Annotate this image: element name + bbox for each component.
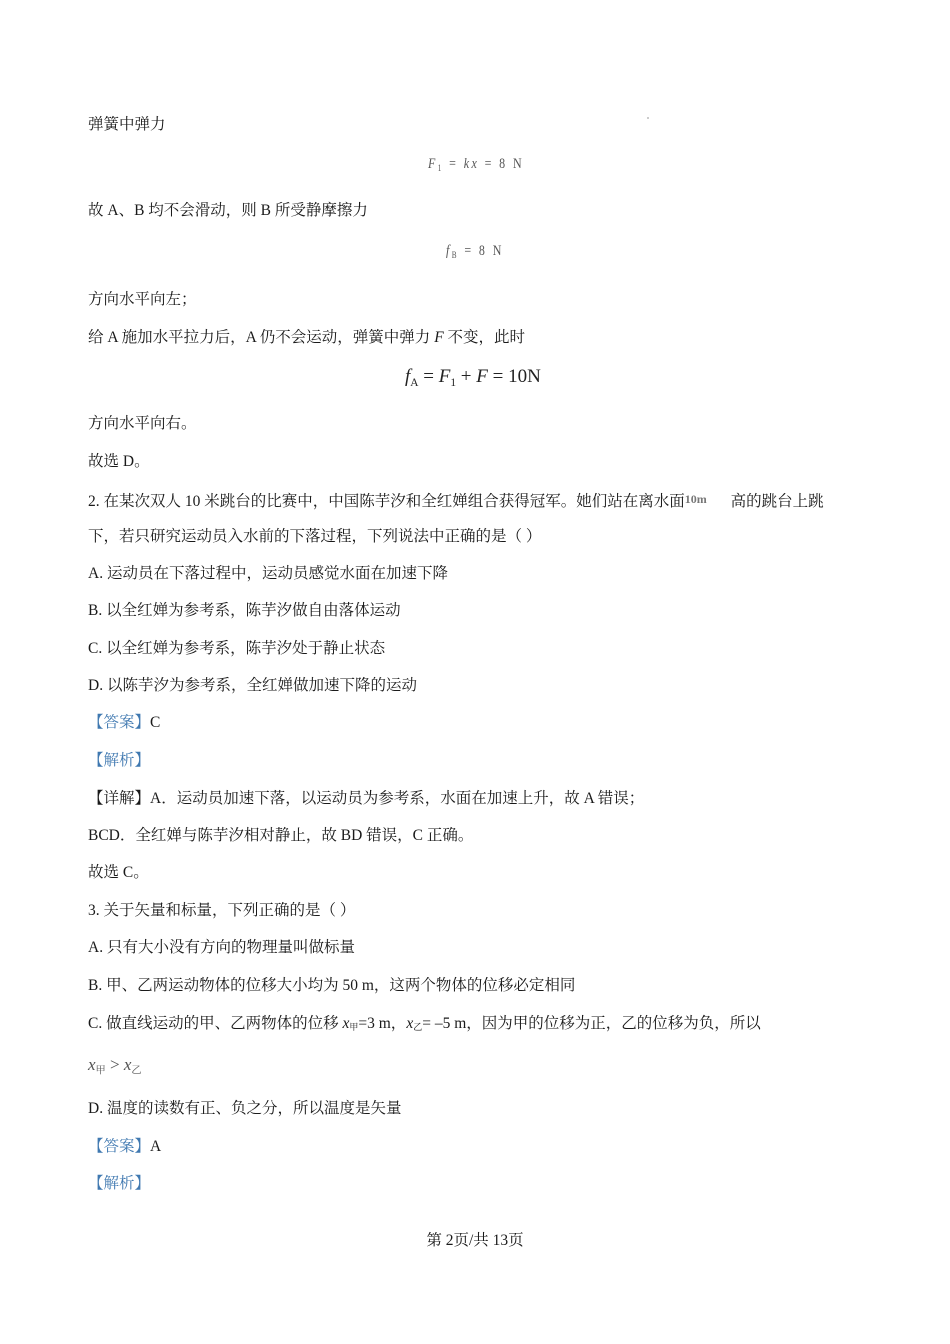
question-2-answer xyxy=(88,713,160,733)
question-2-detail-line2: BCD．全红婵与陈芋汐相对静止，故 BD 错误，C 正确。 xyxy=(88,827,474,844)
paragraph-direction-right: 方向水平向右。 xyxy=(88,415,197,432)
paragraph-spring-force: 弹簧中弹力 xyxy=(88,116,166,133)
question-2-option-d: D. 以陈芋汐为参考系，全红婵做加速下降的运动 xyxy=(88,677,417,694)
question-3-stem: 3. 关于矢量和标量，下列正确的是（ ） xyxy=(88,902,356,919)
question-2-conclusion: 故选 C。 xyxy=(88,864,149,881)
question-2-stem-line2: 下，若只研究运动员入水前的下落过程，下列说法中正确的是（ ） xyxy=(88,528,542,545)
inline-image-10m: 10m xyxy=(684,492,707,506)
answer-value: C xyxy=(150,714,161,731)
question-2-option-a: A. 运动员在下落过程中，运动员感觉水面在加速下降 xyxy=(88,565,448,582)
question-2-option-c: C. 以全红婵为参考系，陈芋汐处于静止状态 xyxy=(88,640,386,657)
equation-fa: $f_A = F_1 + F = 10N$ xyxy=(405,366,541,389)
question-2-detail-line1: 【详解】A．运动员加速下落，以运动员为参考系，水面在加速上升，故 A 错误； xyxy=(88,790,645,807)
question-3-option-c: C. 做直线运动的甲、乙两物体的位移 x甲=3 m，x乙= –5 m，因为甲的位移为正，乙的位移为负，所以 xyxy=(88,1015,761,1032)
equation-fb: $f_B = 8$ N xyxy=(446,243,504,261)
paragraph-direction-left: 方向水平向左； xyxy=(88,291,197,308)
question-2-option-b: B. 以全红婵为参考系，陈芋汐做自由落体运动 xyxy=(88,602,401,619)
answer-value: A xyxy=(150,1138,162,1155)
question-3-option-d: D. 温度的读数有正、负之分，所以温度是矢量 xyxy=(88,1100,402,1117)
detail-label: 【详解】 xyxy=(88,790,151,807)
question-3-option-c-formula: $x_甲 > x_乙$ xyxy=(88,1055,142,1077)
paragraph-no-slide: 故 A、B 均不会滑动，则 B 所受静摩擦力 xyxy=(88,202,368,219)
equation-f1: $F_1$ = kx = 8 N xyxy=(428,156,525,174)
answer-label: 【答案】 xyxy=(88,714,151,731)
paragraph-apply-force: 给 A 施加水平拉力后，A 仍不会运动，弹簧中弹力 F 不变，此时 xyxy=(88,329,526,346)
total-page-count: 13 xyxy=(492,1232,509,1249)
paragraph-choose-d: 故选 D。 xyxy=(88,453,150,470)
page-footer: 第 2页/共 13页 xyxy=(426,1232,524,1249)
question-3-answer xyxy=(88,1137,161,1157)
question-3-option-a: A. 只有大小没有方向的物理量叫做标量 xyxy=(88,939,355,956)
current-page-number: 2 xyxy=(445,1232,454,1249)
question-3-option-b: B. 甲、乙两运动物体的位移大小均为 50 m，这两个物体的位移必定相同 xyxy=(88,977,576,994)
question-3-analysis-label: 【解析】 xyxy=(88,1175,151,1192)
answer-label: 【答案】 xyxy=(88,1138,151,1155)
question-2-stem-line1: 2. 在某次双人 10 米跳台的比赛中，中国陈芋汐和全红婵组合获得冠军。她们站在离水面10m 高的跳台上跳 xyxy=(88,489,824,512)
scan-artifact xyxy=(647,117,649,119)
question-2-analysis-label: 【解析】 xyxy=(88,752,151,769)
